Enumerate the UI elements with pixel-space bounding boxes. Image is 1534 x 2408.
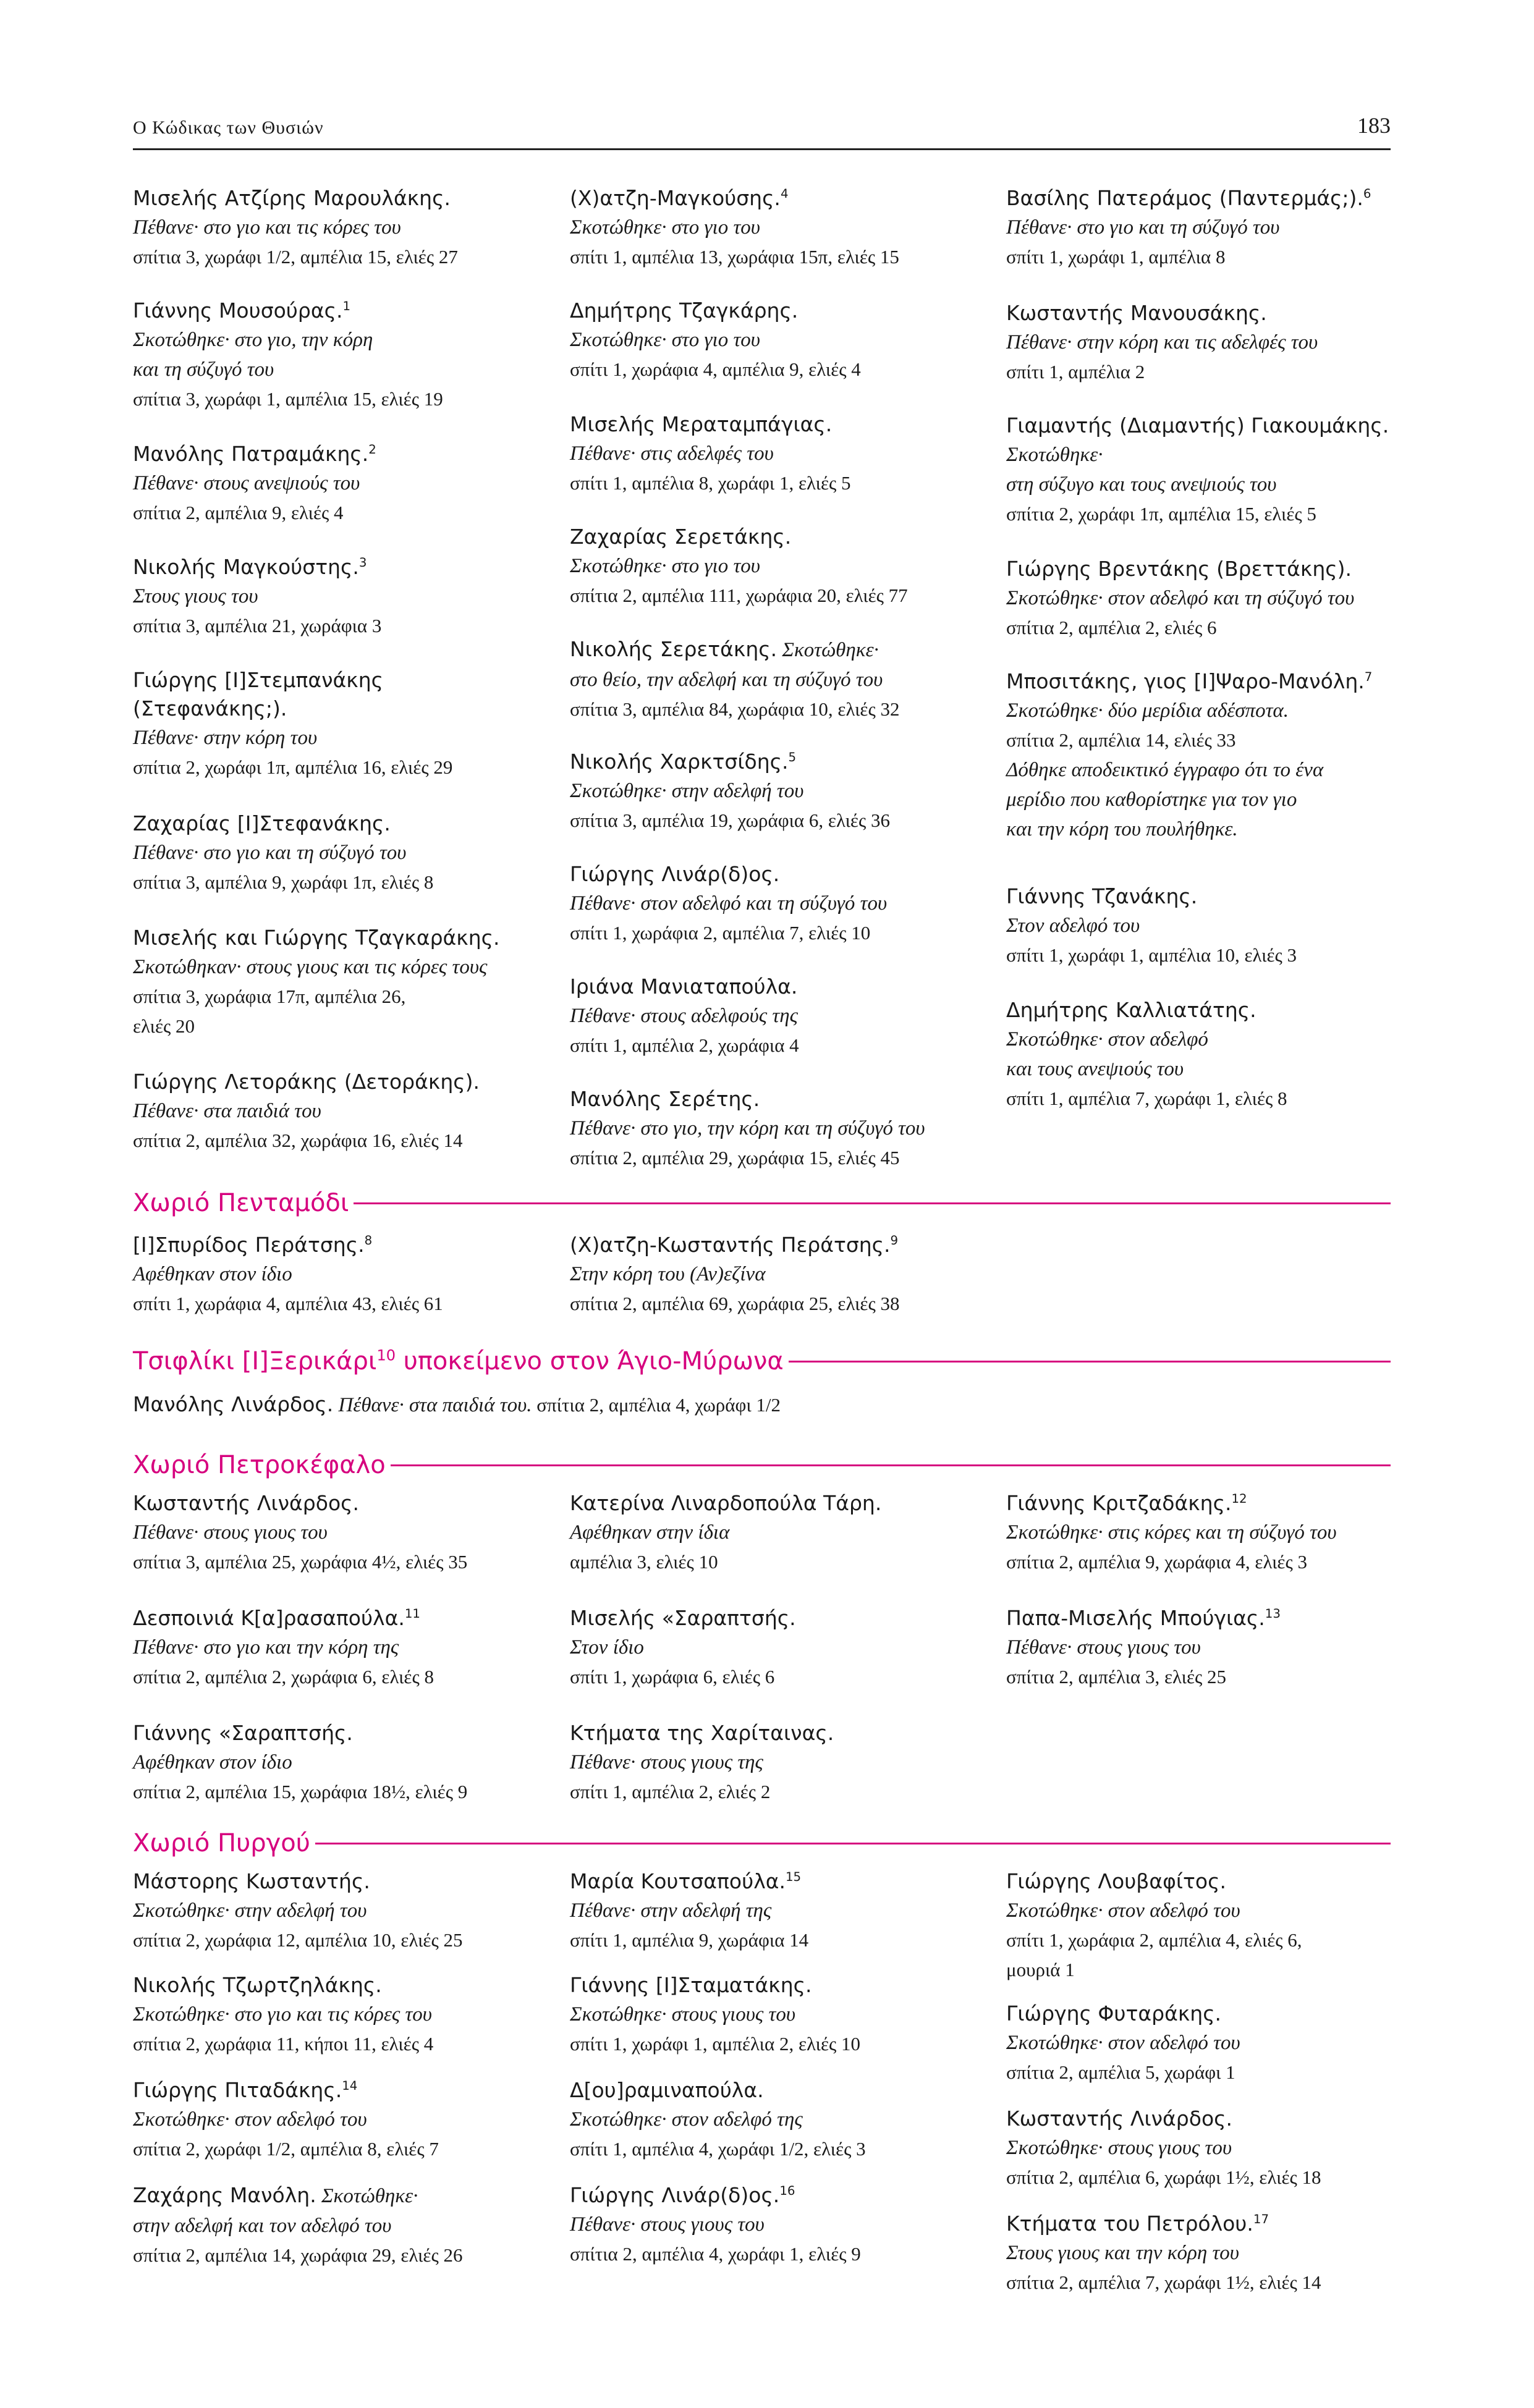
entry-name: Γιάννης «Σαραπτσής. [133, 1721, 353, 1745]
entry-name: Μποσιτάκης, γιος [Ι]Ψαρο-Μανόλη. [1006, 669, 1365, 693]
entry-details: σπίτια 2, αμπέλια 111, χωράφια 20, ελιές 77 [570, 585, 908, 606]
entry-name: Μανόλης Σερέτης. [570, 1087, 760, 1111]
entry-details: σπίτια 2, αμπέλια 4, χωράφι 1, ελιές 9 [570, 2243, 861, 2265]
entry-status: Σκοτώθηκε· στους γιους του [1006, 2137, 1232, 2159]
entry [570, 1971, 1002, 2059]
entry-status: Στην κόρη του (Αν)εζίνα [570, 1263, 766, 1285]
entry-status: Πέθανε· στους ανεψιούς του [133, 472, 360, 494]
footnote-ref[interactable]: 14 [342, 2079, 358, 2093]
entry [570, 1489, 1002, 1577]
entry [570, 973, 1002, 1060]
entry-status: στο θείο, την αδελφή και τη σύζυγό του [570, 669, 883, 691]
entry [570, 410, 1002, 498]
footnote-ref[interactable]: 17 [1253, 2212, 1269, 2226]
entry-details: σπίτια 3, αμπέλια 21, χωράφια 3 [133, 615, 382, 636]
entry [570, 1085, 1002, 1173]
entry-details: σπίτι 1, χωράφια 4, αμπέλια 9, ελιές 4 [570, 358, 861, 380]
entry-status: Σκοτώθηκε· στους γιους του [570, 2003, 795, 2026]
entry-details: σπίτι 1, χωράφι 1, αμπέλια 10, ελιές 3 [1006, 944, 1297, 966]
entry [1006, 1604, 1439, 1692]
entry-details: σπίτι 1, χωράφι 1, αμπέλια 8 [1006, 246, 1226, 268]
entry-name: Γιώργης Λινάρ(δ)ος. [570, 2183, 780, 2207]
entry [570, 1867, 1002, 1955]
entry-status: Σκοτώθηκε· στις κόρες και τη σύζυγό του [1006, 1521, 1337, 1544]
entry-name: Μισελής Ατζίρης Μαρουλάκης. [133, 186, 451, 210]
footnote-ref[interactable]: 13 [1265, 1607, 1281, 1621]
entry [133, 297, 566, 414]
entry [1006, 184, 1439, 272]
entry [1006, 2210, 1439, 2297]
entry-status: Στον ίδιο [570, 1636, 644, 1658]
entry [570, 1604, 1002, 1692]
page-header [133, 113, 1391, 150]
footnote-ref[interactable]: 10 [376, 1346, 396, 1364]
entry-status: Σκοτώθηκε· [1006, 444, 1103, 466]
entry-name: Γιάννης Τζανάκης. [1006, 884, 1198, 908]
entry [133, 924, 566, 1041]
entry-name: Μάστορης Κωσταντής. [133, 1869, 370, 1893]
entry-status: Σκοτώθηκε· στον αδελφό του [1006, 2032, 1240, 2054]
entry-status-cont: στη σύζυγο και τους ανεψιούς του [1006, 473, 1277, 496]
entry [1006, 2000, 1439, 2087]
entry [570, 1719, 1002, 1807]
entry-status: στην αδελφή και τον αδελφό του [133, 2215, 392, 2237]
entry-name: Μισελής «Σαραπτσής. [570, 1606, 796, 1630]
entry-status: Πέθανε· στους αδελφούς της [570, 1005, 798, 1027]
entry-status: Πέθανε· στο γιο και τη σύζυγό του [133, 842, 407, 864]
entry-name: Γιώργης Φυταράκης. [1006, 2001, 1222, 2026]
entry [133, 1867, 566, 1955]
section-rule [354, 1202, 1391, 1204]
entry [133, 666, 566, 782]
entry [570, 523, 1002, 610]
entry [133, 1231, 566, 1319]
entry-name: Γιώργης Λουβαφίτος. [1006, 1869, 1226, 1893]
entry-name: Κωσταντής Λινάρδος. [1006, 2106, 1232, 2131]
entry-details: σπίτια 2, αμπέλια 2, χωράφια 6, ελιές 8 [133, 1666, 434, 1688]
entry-name: Μισελής Μεραταμπάγιας. [570, 412, 833, 436]
entry-name: Ιριάνα Μανιαταπούλα. [570, 974, 798, 999]
entry-details: σπίτι 1, αμπέλια 4, χωράφι 1/2, ελιές 3 [570, 2138, 866, 2160]
entry [133, 1604, 566, 1692]
entry-name: Μανόλης Λινάρδος. [133, 1392, 334, 1416]
entry [1006, 2105, 1439, 2192]
section-heading [133, 1189, 1391, 1217]
entry-name: Γιώργης Βρεντάκης (Βρεττάκης). [1006, 557, 1352, 581]
entry-note-cont: και την κόρη του πουλήθηκε. [1006, 818, 1238, 840]
entry-details: σπίτι 1, χωράφια 4, αμπέλια 43, ελιές 61 [133, 1293, 443, 1314]
entry-name: Δημήτρης Τζαγκάρης. [570, 298, 799, 323]
entry-name: Δεσποινιά Κ[α]ρασαπούλα. [133, 1606, 405, 1630]
entry-details: σπίτια 2, αμπέλια 32, χωράφια 16, ελιές 14 [133, 1130, 463, 1151]
entry-details: σπίτια 2, χωράφια 12, αμπέλια 10, ελιές 25 [133, 1929, 463, 1951]
entry-details-cont: ελιές 20 [133, 1015, 195, 1037]
entry-status: Σκοτώθηκε· στον αδελφό του [1006, 1899, 1240, 1922]
entry-name: Μανόλης Πατραμάκης. [133, 442, 369, 466]
entry-details: σπίτια 2, αμπέλια 14, ελιές 33 [1006, 729, 1236, 751]
entry-status: Πέθανε· στους γιους του [570, 2213, 765, 2236]
entry-status: Στους γιους του [133, 585, 258, 607]
entry-status-cont: και τους ανεψιούς του [1006, 1058, 1184, 1080]
entry-details: σπίτια 2, αμπέλια 9, χωράφια 4, ελιές 3 [1006, 1551, 1307, 1573]
running-title: Ο Κώδικας των Θυσιών [133, 117, 324, 138]
entry-details: σπίτι 1, αμπέλια 8, χωράφι 1, ελιές 5 [570, 472, 851, 494]
entry-status-cont: και τη σύζυγό του [133, 358, 274, 381]
entry-details: σπίτια 2, αμπέλια 15, χωράφια 18½, ελιές 9 [133, 1781, 468, 1802]
entry-name: Γιάννης Μουσούρας. [133, 298, 343, 323]
footnote-ref[interactable]: 11 [404, 1607, 420, 1621]
entry [133, 2181, 566, 2270]
entry-details: σπίτι 1, αμπέλια 2 [1006, 361, 1145, 382]
entry-name-cont: (Στεφανάκης;). [133, 696, 287, 720]
entry [570, 860, 1002, 948]
entry-details: σπίτια 2, αμπέλια 29, χωράφια 15, ελιές 45 [570, 1147, 900, 1168]
entry-name: Δ[ου]ραμιναπούλα. [570, 2078, 764, 2102]
section-title: Τσιφλίκι [Ι]Ξερικάρι [133, 1347, 377, 1375]
entry-name: Νικολής Σερετάκης. [570, 637, 778, 661]
entry-name: Κωσταντής Λινάρδος. [133, 1491, 359, 1515]
footnote-ref[interactable]: 1 [342, 299, 351, 313]
entry-status: Πέθανε· στα παιδιά του [133, 1100, 321, 1122]
section-rule [391, 1464, 1391, 1466]
entry [133, 440, 566, 528]
footnote-ref[interactable]: 4 [780, 187, 789, 201]
entry-name: Ζαχάρης Μανόλη. [133, 2183, 316, 2207]
entry-status: Πέθανε· στα παιδιά του. [333, 1394, 532, 1416]
entry [1006, 299, 1439, 387]
entry-name: Νικολής Μαγκούστης. [133, 555, 359, 579]
entry-details: σπίτια 2, χωράφι 1π, αμπέλια 15, ελιές 5 [1006, 503, 1316, 525]
entry-name: Γιώργης Λινάρ(δ)ος. [570, 862, 780, 886]
entry [133, 809, 566, 897]
entry-status: Πέθανε· στην αδελφή της [570, 1899, 772, 1922]
entry-status: Σκοτώθηκε· στο γιο του [570, 216, 760, 239]
entry [133, 1971, 566, 2059]
entry-name: Γιώργης [Ι]Στεμπανάκης [133, 668, 384, 692]
entry-name: Γιαμαντής (Διαμαντής) Γιακουμάκης. [1006, 413, 1389, 437]
entry-details: σπίτια 2, αμπέλια 9, ελιές 4 [133, 502, 344, 523]
entry-name: Μισελής και Γιώργης Τζαγκαράκης. [133, 926, 500, 950]
section-rule [315, 1843, 1391, 1844]
entry-details: σπίτια 2, αμπέλια 4, χωράφι 1/2 [532, 1394, 781, 1416]
entry-name: [Ι]Σπυρίδος Περάτσης. [133, 1233, 365, 1257]
entry-details: σπίτι 1, αμπέλια 2, χωράφια 4 [570, 1034, 799, 1056]
entry-name: Βασίλης Πατεράμος (Παντερμάς;). [1006, 186, 1363, 210]
entry [1006, 882, 1439, 970]
entry-details: σπίτια 3, αμπέλια 19, χωράφια 6, ελιές 36 [570, 809, 890, 831]
entry-status: Σκοτώθηκαν· στους γιους και τις κόρες τους [133, 956, 488, 978]
footnote-ref[interactable]: 12 [1231, 1492, 1247, 1506]
entry-details: σπίτι 1, χωράφια 2, αμπέλια 7, ελιές 10 [570, 922, 871, 944]
entry-details: σπίτι 1, χωράφια 2, αμπέλια 4, ελιές 6, [1006, 1929, 1302, 1951]
entry-status: Πέθανε· στην κόρη του [133, 727, 318, 749]
entry-details: σπίτι 1, χωράφι 1, αμπέλια 2, ελιές 10 [570, 2033, 860, 2055]
section-rule [789, 1361, 1391, 1362]
entry-details: σπίτια 2, χωράφι 1π, αμπέλια 16, ελιές 29 [133, 756, 453, 778]
entry [570, 748, 1002, 835]
entry-name: Κτήματα του Πετρόλου. [1006, 2212, 1253, 2236]
entry-name: Μαρία Κουτσαπούλα. [570, 1869, 786, 1893]
entry-status: Πέθανε· στους γιους της [570, 1751, 763, 1773]
footnote-ref[interactable]: 6 [1363, 187, 1371, 201]
entry [570, 2181, 1002, 2269]
entry [570, 184, 1002, 272]
entry-name: Γιώργης Λετοράκης (Δετοράκης). [133, 1070, 480, 1094]
entry-status-inline: Σκοτώθηκε· [316, 2185, 418, 2207]
entry [133, 184, 566, 272]
entry-status: Πέθανε· στο γιο και τη σύζυγό του [1006, 216, 1280, 239]
section-heading [133, 1347, 1391, 1375]
entry-status: Σκοτώθηκε· στον αδελφό της [570, 2108, 803, 2131]
entry-details: σπίτια 2, χωράφια 11, κήποι 11, ελιές 4 [133, 2033, 434, 2055]
entry-status: Σκοτώθηκε· στο γιο και τις κόρες του [133, 2003, 432, 2026]
entry-details: σπίτι 1, χωράφια 6, ελιές 6 [570, 1666, 775, 1688]
footnote-ref[interactable]: 3 [358, 556, 367, 570]
entry-name: Γιάννης Κριτζαδάκης. [1006, 1491, 1232, 1515]
entry-name: Νικολής Χαρκτσίδης. [570, 750, 789, 774]
entry [133, 1068, 566, 1155]
entry-status: Πέθανε· στους γιους του [1006, 1636, 1201, 1658]
entry-status: Σκοτώθηκε· στον αδελφό [1006, 1028, 1208, 1050]
entry [133, 553, 566, 641]
entry-status-inline: Σκοτώθηκε· [777, 639, 879, 661]
entry-status: Πέθανε· στην κόρη και τις αδελφές του [1006, 331, 1318, 353]
entry-name: Γιάννης [Ι]Σταματάκης. [570, 1973, 812, 1997]
entry [133, 2076, 566, 2164]
entry-status: Στους γιους και την κόρη του [1006, 2242, 1239, 2264]
entry [133, 1390, 1391, 1420]
entry-details: σπίτια 2, αμπέλια 7, χωράφι 1½, ελιές 14 [1006, 2271, 1321, 2293]
entry-status: Αφέθηκαν στην ίδια [570, 1521, 730, 1544]
entry [1006, 1867, 1439, 1985]
entry-details: σπίτια 2, αμπέλια 6, χωράφι 1½, ελιές 18 [1006, 2166, 1321, 2188]
entry-details: σπίτι 1, αμπέλια 13, χωράφια 15π, ελιές 15 [570, 246, 899, 268]
entry [133, 1489, 566, 1577]
entry-details: σπίτια 3, αμπέλια 9, χωράφι 1π, ελιές 8 [133, 871, 434, 893]
section-heading [133, 1451, 1391, 1479]
entry [1006, 996, 1439, 1113]
entry-name: Κτήματα της Χαρίταινας. [570, 1721, 834, 1745]
entry-status: Σκοτώθηκε· στον αδελφό του [133, 2108, 367, 2131]
footnote-ref[interactable]: 15 [785, 1870, 802, 1884]
section-title: Χωριό Πετροκέφαλο [133, 1451, 386, 1479]
entry-details: σπίτια 3, αμπέλια 25, χωράφια 4½, ελιές 35 [133, 1551, 468, 1573]
entry-status: Πέθανε· στο γιο και την κόρη της [133, 1636, 399, 1658]
entry-details: σπίτια 2, χωράφι 1/2, αμπέλια 8, ελιές 7 [133, 2138, 439, 2160]
entry-note-cont: μερίδιο που καθορίστηκε για τον γιο [1006, 788, 1297, 811]
section-heading [133, 1829, 1391, 1857]
entry [1006, 1489, 1439, 1577]
entry-details: σπίτια 2, αμπέλια 2, ελιές 6 [1006, 617, 1217, 638]
entry-details: σπίτια 3, χωράφι 1/2, αμπέλια 15, ελιές 27 [133, 246, 458, 268]
entry-status: Πέθανε· στο γιο, την κόρη και τη σύζυγό του [570, 1117, 925, 1139]
section-title-cont: υποκείμενο στον Άγιο-Μύρωνα [395, 1347, 784, 1375]
entry-details: σπίτι 1, αμπέλια 7, χωράφι 1, ελιές 8 [1006, 1088, 1287, 1109]
entry-name: (Χ)ατζη-Μαγκούσης. [570, 186, 781, 210]
entry-name: Ζαχαρίας [Ι]Στεφανάκης. [133, 811, 391, 835]
entry-note: Δόθηκε αποδεικτικό έγγραφο ότι το ένα [1006, 759, 1324, 781]
entry-status: Σκοτώθηκε· στο γιο, την κόρη [133, 329, 373, 351]
entry-details: σπίτια 3, αμπέλια 84, χωράφια 10, ελιές 32 [570, 698, 900, 720]
entry-details: σπίτια 3, χωράφι 1, αμπέλια 15, ελιές 19 [133, 388, 443, 410]
entry-details: αμπέλια 3, ελιές 10 [570, 1551, 718, 1573]
entry-name: Παπα-Μισελής Μπούγιας. [1006, 1606, 1265, 1630]
footnote-ref[interactable]: 5 [788, 750, 797, 764]
entry-name: Κωσταντής Μανουσάκης. [1006, 301, 1267, 325]
entry-details-cont: μουριά 1 [1006, 1959, 1075, 1980]
entry-details: σπίτια 2, αμπέλια 5, χωράφι 1 [1006, 2061, 1235, 2083]
footnote-ref[interactable]: 9 [890, 1233, 899, 1248]
entry [133, 1719, 566, 1807]
entry [570, 2076, 1002, 2164]
footnote-ref[interactable]: 7 [1364, 670, 1373, 684]
entry-details: σπίτια 3, χωράφια 17π, αμπέλια 26, [133, 986, 406, 1007]
entry-status: Αφέθηκαν στον ίδιο [133, 1751, 292, 1773]
entry-name: Γιώργης Πιταδάκης. [133, 2078, 342, 2102]
entry-details: σπίτια 2, αμπέλια 14, χωράφια 29, ελιές 26 [133, 2244, 463, 2266]
entry-details: σπίτια 2, αμπέλια 69, χωράφια 25, ελιές 38 [570, 1293, 900, 1314]
entry-status: Αφέθηκαν στον ίδιο [133, 1263, 292, 1285]
entry-name: Κατερίνα Λιναρδοπούλα Τάρη. [570, 1491, 882, 1515]
entry-name: Νικολής Τζωρτζηλάκης. [133, 1973, 382, 1997]
entry-name: Ζαχαρίας Σερετάκης. [570, 525, 792, 549]
entry-details: σπίτι 1, αμπέλια 2, ελιές 2 [570, 1781, 771, 1802]
entry-status: Πέθανε· στις αδελφές του [570, 442, 774, 465]
entry-details: σπίτι 1, αμπέλια 9, χωράφια 14 [570, 1929, 809, 1951]
entry [1006, 667, 1439, 844]
entry-name: (Χ)ατζη-Κωσταντής Περάτσης. [570, 1233, 891, 1257]
page-number: 183 [1357, 113, 1391, 138]
entry-status: Πέθανε· στο γιο και τις κόρες του [133, 216, 401, 239]
entry-status: Σκοτώθηκε· στο γιο του [570, 329, 760, 351]
entry-status: Σκοτώθηκε· στο γιο του [570, 555, 760, 577]
section-title: Χωριό Πενταμόδι [133, 1189, 349, 1217]
entry [570, 635, 1002, 724]
entry-status: Πέθανε· στους γιους του [133, 1521, 328, 1544]
entry-status: Σκοτώθηκε· δύο μερίδια αδέσποτα. [1006, 699, 1289, 722]
footnote-ref[interactable]: 8 [364, 1233, 373, 1248]
entry-status: Σκοτώθηκε· στην αδελφή του [133, 1899, 367, 1922]
entry-status: Στον αδελφό του [1006, 915, 1140, 937]
footnote-ref[interactable]: 16 [779, 2184, 795, 2198]
entry-details: σπίτια 2, αμπέλια 3, ελιές 25 [1006, 1666, 1227, 1688]
entry-name: Δημήτρης Καλλιατάτης. [1006, 998, 1256, 1022]
entry-status: Πέθανε· στον αδελφό και τη σύζυγό του [570, 892, 888, 915]
entry [1006, 412, 1439, 529]
section-title: Χωριό Πυργού [133, 1829, 310, 1857]
entry [570, 1231, 1002, 1319]
entry [570, 297, 1002, 384]
entry [1006, 555, 1439, 643]
entry-status: Σκοτώθηκε· στην αδελφή του [570, 780, 804, 802]
footnote-ref[interactable]: 2 [368, 442, 376, 457]
entry-status: Σκοτώθηκε· στον αδελφό και τη σύζυγό του [1006, 587, 1355, 609]
